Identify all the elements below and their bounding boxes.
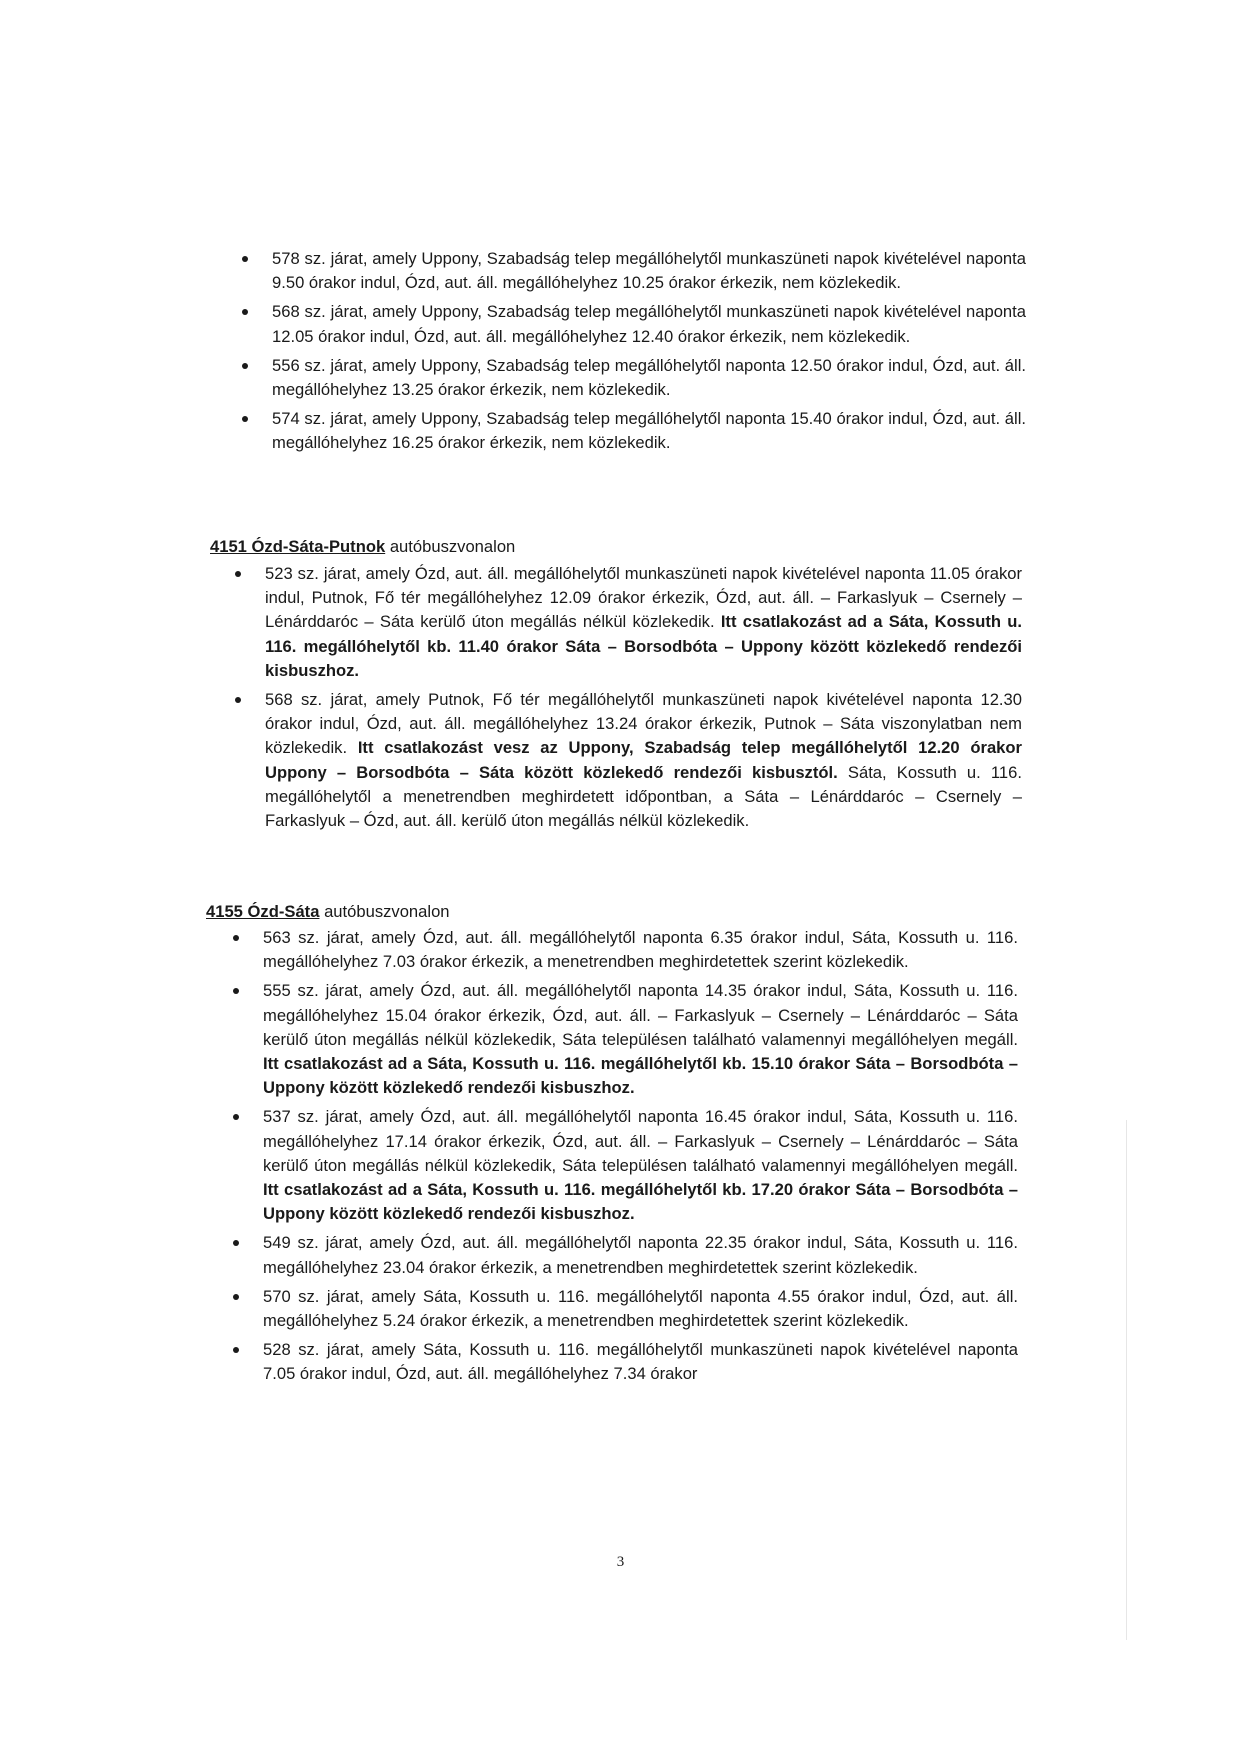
bullet-icon <box>235 697 241 703</box>
bullet-icon <box>233 935 239 941</box>
bullet-icon <box>242 309 248 315</box>
list-item-text: 549 sz. járat, amely Ózd, aut. áll. megállóhelytől naponta 22.35 órakor indul, Sáta, Kossuth u. 116. megállóhelyhez 23.04 órakor érkezik, a menetrendben meghirdetettek szerint közlekedik. <box>263 1233 1018 1277</box>
route-name: 4151 Ózd-Sáta-Putnok <box>210 537 386 556</box>
connection-note: Itt csatlakozást ad a Sáta, Kossuth u. 116. megállóhelytől kb. 11.40 órakor Sáta – Borsodbóta – Uppony között közlekedő rendezői kisbuszhoz. <box>265 612 1022 680</box>
route-name: 4155 Ózd-Sáta <box>206 902 320 921</box>
list-item <box>272 300 1026 348</box>
connection-note: Itt csatlakozást ad a Sáta, Kossuth u. 116. megállóhelytől kb. 17.20 órakor Sáta – Borsodbóta – Uppony között közlekedő rendezői kisbuszhoz. <box>263 1180 1018 1224</box>
bullet-icon <box>233 1114 239 1120</box>
list-item <box>265 688 1022 833</box>
list-item <box>265 562 1022 683</box>
list-item <box>272 247 1026 295</box>
list-item-text: 555 sz. járat, amely Ózd, aut. áll. megállóhelytől naponta 14.35 órakor indul, Sáta, Kossuth u. 116. megállóhelyhez 15.04 órakor érkezik, Ózd, aut. áll. – Farkaslyuk – Csernely – Lénárddaróc – Sáta kerülő úton megállás nélkül közlekedik, Sáta településen található valamennyi megállóhelyen megáll. <box>263 981 1018 1049</box>
list-item <box>272 407 1026 455</box>
route-4155-list-block <box>263 926 1018 1392</box>
route-suffix: autóbuszvonalon <box>319 902 450 921</box>
top-route-list-block <box>272 247 1026 461</box>
list-item <box>263 979 1018 1100</box>
list-item <box>263 1338 1018 1386</box>
bullet-icon <box>242 256 248 262</box>
list-item <box>263 926 1018 974</box>
bullet-icon <box>235 571 241 577</box>
list-item-text: 537 sz. járat, amely Ózd, aut. áll. megállóhelytől naponta 16.45 órakor indul, Sáta, Kossuth u. 116. megállóhelyhez 17.14 órakor érkezik, Ózd, aut. áll. – Farkaslyuk – Csernely – Lénárddaróc – Sáta kerülő úton megállás nélkül közlekedik, Sáta településen található valamennyi megállóhelyen megáll. <box>263 1107 1018 1175</box>
bullet-icon <box>233 1347 239 1353</box>
list-item-text: 563 sz. járat, amely Ózd, aut. áll. megállóhelytől naponta 6.35 órakor indul, Sáta, Kossuth u. 116. megállóhelyhez 7.03 órakor érkezik, a menetrendben meghirdetettek szerint közlekedik. <box>263 928 1018 972</box>
bullet-icon <box>233 988 239 994</box>
list-item-text: 556 sz. járat, amely Uppony, Szabadság telep megállóhelytől naponta 12.50 órakor indul, Ózd, aut. áll. megállóhelyhez 13.25 órakor érkezik, nem közlekedik. <box>272 355 1026 400</box>
list-item-text: 578 sz. járat, amely Uppony, Szabadság telep megállóhelytől munkaszüneti napok kivételével naponta 9.50 órakor indul, Ózd, aut. áll. megállóhelyhez 10.25 órakor érkezik, nem közlekedik. <box>272 249 1026 293</box>
route-4151-list <box>265 562 1022 833</box>
list-item <box>272 354 1026 402</box>
route-4155-list <box>263 926 1018 1387</box>
bullet-icon <box>233 1240 239 1246</box>
list-item <box>263 1105 1018 1226</box>
list-item-text: 568 sz. járat, amely Uppony, Szabadság telep megállóhelytől munkaszüneti napok kivételével naponta 12.05 órakor indul, Ózd, aut. áll. megállóhelyhez 12.40 órakor érkezik, nem közlekedik. <box>272 302 1026 346</box>
route-4151-list-block <box>265 562 1022 838</box>
list-item-text: 523 sz. járat, amely Ózd, aut. áll. megállóhelytől munkaszüneti napok kivételével naponta 11.05 órakor indul, Putnok, Fő tér megállóhelyhez 12.09 órakor érkezik, Ózd, aut. áll. – Farkaslyuk – Csernely – Lénárddaróc – Sáta kerülő úton megállás nélkül közlekedik. <box>265 564 1022 632</box>
connection-note: Itt csatlakozást vesz az Uppony, Szabadság telep megállóhelytől 12.20 órakor Uppony – Borsodbóta – Sáta között közlekedő rendezői kisbusztól. <box>265 738 1023 782</box>
bullet-icon <box>242 363 248 369</box>
route-suffix: autóbuszvonalon <box>385 537 516 556</box>
section-heading-4151 <box>210 535 515 559</box>
bullet-icon <box>242 416 248 422</box>
connection-note: Itt csatlakozást ad a Sáta, Kossuth u. 116. megállóhelytől kb. 15.10 órakor Sáta – Borsodbóta – Uppony között közlekedő rendezői kisbuszhoz. <box>263 1054 1018 1098</box>
page-number: 3 <box>616 1554 625 1570</box>
list-item-text: 574 sz. járat, amely Uppony, Szabadság telep megállóhelytől naponta 15.40 órakor indul, Ózd, aut. áll. megállóhelyhez 16.25 órakor érkezik, nem közlekedik. <box>272 409 1026 453</box>
list-item-text: 570 sz. járat, amely Sáta, Kossuth u. 116. megállóhelytől naponta 4.55 órakor indul, Ózd, aut. áll. megállóhelyhez 5.24 órakor érkezik, a menetrendben meghirdetettek szerint közlekedik. <box>263 1286 1018 1331</box>
list-item <box>263 1285 1018 1333</box>
list-item-text: 528 sz. járat, amely Sáta, Kossuth u. 116. megállóhelytől munkaszüneti napok kivételével naponta 7.05 órakor indul, Ózd, aut. áll. megállóhelyhez 7.34 órakor <box>263 1340 1018 1384</box>
top-route-list <box>272 247 1026 456</box>
bullet-icon <box>233 1294 239 1300</box>
list-item-text: 568 sz. járat, amely Putnok, Fő tér megállóhelytől munkaszüneti napok kivételével naponta 12.30 órakor indul, Ózd, aut. áll. megállóhelyhez 13.24 órakor érkezik, Putnok – Sáta viszonylatban nem közlekedik. <box>265 690 1022 758</box>
list-item-text-after: Sáta, Kossuth u. 116. megállóhelytől a menetrendben meghirdetett időpontban, a Sáta – Lénárddaróc – Csernely – Farkaslyuk – Ózd, aut. áll. kerülő úton megállás nélkül közlekedik. <box>265 762 1022 831</box>
list-item <box>263 1231 1018 1279</box>
section-heading-4155 <box>206 900 450 924</box>
